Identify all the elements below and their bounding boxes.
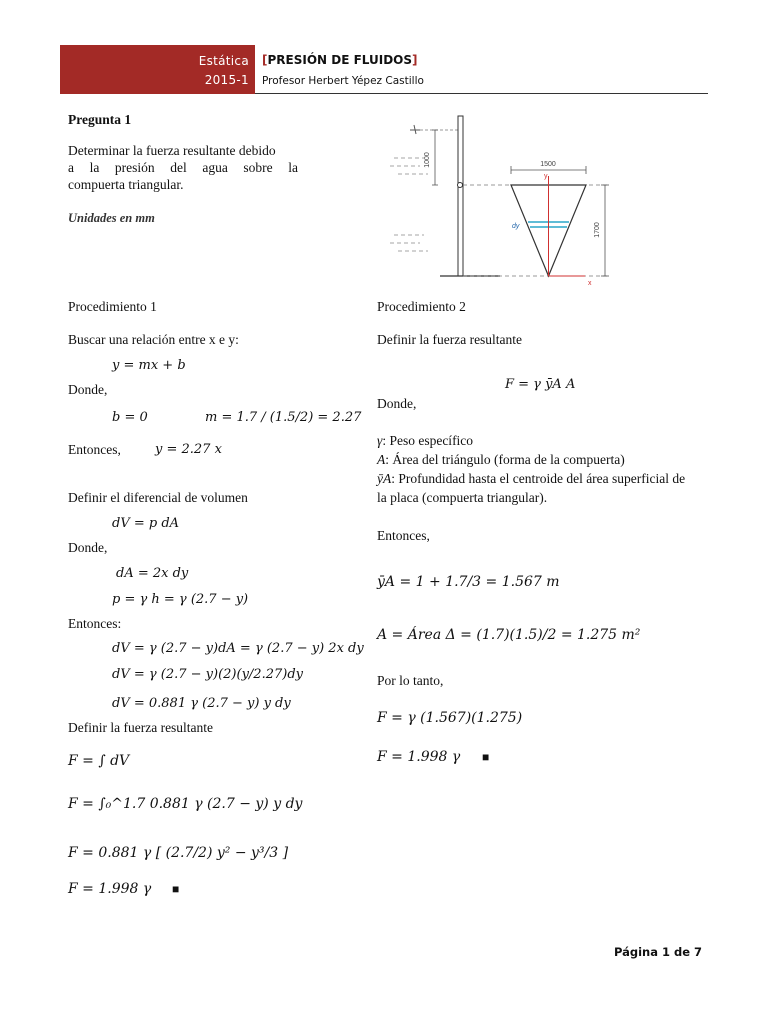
professor-name: Profesor Herbert Yépez Castillo [262, 75, 424, 87]
units-note: Unidades en mm [68, 211, 155, 225]
page-number: Página 1 de 7 [613, 945, 702, 959]
proc2-area-eq: A = Área Δ = (1.7)(1.5)/2 = 1.275 m² [377, 627, 641, 643]
proc1-y-eq: y = 2.27 x [155, 442, 222, 457]
question-line-3: compuerta triangular. [68, 177, 184, 192]
axis-x-label: x [588, 280, 592, 287]
proc2-por-lo-tanto: Por lo tanto, [377, 673, 444, 688]
document-title: [PRESIÓN DE FLUIDOS] [262, 53, 418, 67]
proc1-m-eq: m = 1.7 / (1.5/2) = 2.27 [205, 410, 362, 425]
proc2-intro: Definir la fuerza resultante [377, 332, 523, 347]
proc1-donde-1: Donde, [68, 382, 108, 397]
proc1-p-eq: p = γ h = γ (2.7 − y) [112, 592, 249, 607]
proc1-dv-line-1: dV = γ (2.7 − y)dA = γ (2.7 − y) 2x dy [112, 641, 364, 656]
proc2-def-area: A: Área del triángulo (forma de la compuerta) [377, 452, 625, 467]
course-term: 2015-1 [204, 73, 249, 87]
proc1-qed-mark: ■ [172, 882, 180, 896]
question-line-2: a la presión del agua sobre la [68, 160, 298, 175]
proc2-centroid-eq: ȳA = 1 + 1.7/3 = 1.567 m [377, 574, 560, 590]
dim-right-label: 1700 [594, 222, 601, 238]
proc1-entonces-2: Entonces: [68, 616, 122, 631]
proc1-dv-line-3: dV = 0.881 γ (2.7 − y) y dy [112, 696, 291, 711]
proc1-linear-eq: y = mx + b [112, 358, 186, 373]
proc1-diff-title: Definir el diferencial de volumen [68, 490, 248, 505]
proc1-title: Procedimiento 1 [68, 299, 157, 314]
proc1-force-result: F = 1.998 γ [68, 881, 152, 897]
proc1-dv-line-2: dV = γ (2.7 − y)(2)(y/2.27)dy [112, 667, 303, 682]
question-heading: Pregunta 1 [68, 112, 132, 127]
proc1-dv-eq: dV = p dA [112, 516, 180, 531]
dim-top-label: 1500 [540, 161, 556, 168]
gate-diagram [380, 110, 620, 290]
proc2-def-centroid: ȳA: Profundidad hasta el centroide del área superficial de [377, 471, 686, 486]
proc2-force-numeric: F = γ (1.567)(1.275) [377, 710, 523, 726]
proc1-entonces-1: Entonces, [68, 442, 121, 457]
question-line-1: Determinar la fuerza resultante debido [68, 143, 276, 158]
proc2-force-eq: F = γ ȳA A [505, 377, 576, 392]
proc1-force-antiderivative: F = 0.881 γ [ (2.7/2) y² − y³/3 ] [68, 845, 289, 861]
dy-label: dy [512, 223, 520, 230]
proc2-entonces: Entonces, [377, 528, 430, 543]
proc2-donde: Donde, [377, 396, 417, 411]
proc1-force-definite-integral: F = ∫₀^1.7 0.881 γ (2.7 − y) y dy [68, 796, 303, 812]
proc2-def-centroid-cont: la placa (compuerta triangular). [377, 490, 548, 505]
proc2-qed-mark: ■ [482, 750, 490, 764]
axis-y-label: y [544, 173, 548, 180]
proc1-donde-2: Donde, [68, 540, 108, 555]
proc1-b-eq: b = 0 [112, 410, 148, 425]
course-banner [60, 45, 255, 94]
proc2-force-result: F = 1.998 γ [377, 749, 461, 765]
proc1-da-eq: dA = 2x dy [116, 566, 189, 581]
proc1-force-title: Definir la fuerza resultante [68, 720, 214, 735]
header-rule [255, 93, 708, 94]
proc1-intro: Buscar una relación entre x e y: [68, 332, 239, 347]
course-name: Estática [198, 54, 249, 68]
proc1-force-integral: F = ∫ dV [68, 753, 130, 769]
dim-left-label: 1000 [424, 152, 431, 168]
proc2-def-gamma: γ: Peso específico [377, 433, 474, 448]
proc2-title: Procedimiento 2 [377, 299, 466, 314]
